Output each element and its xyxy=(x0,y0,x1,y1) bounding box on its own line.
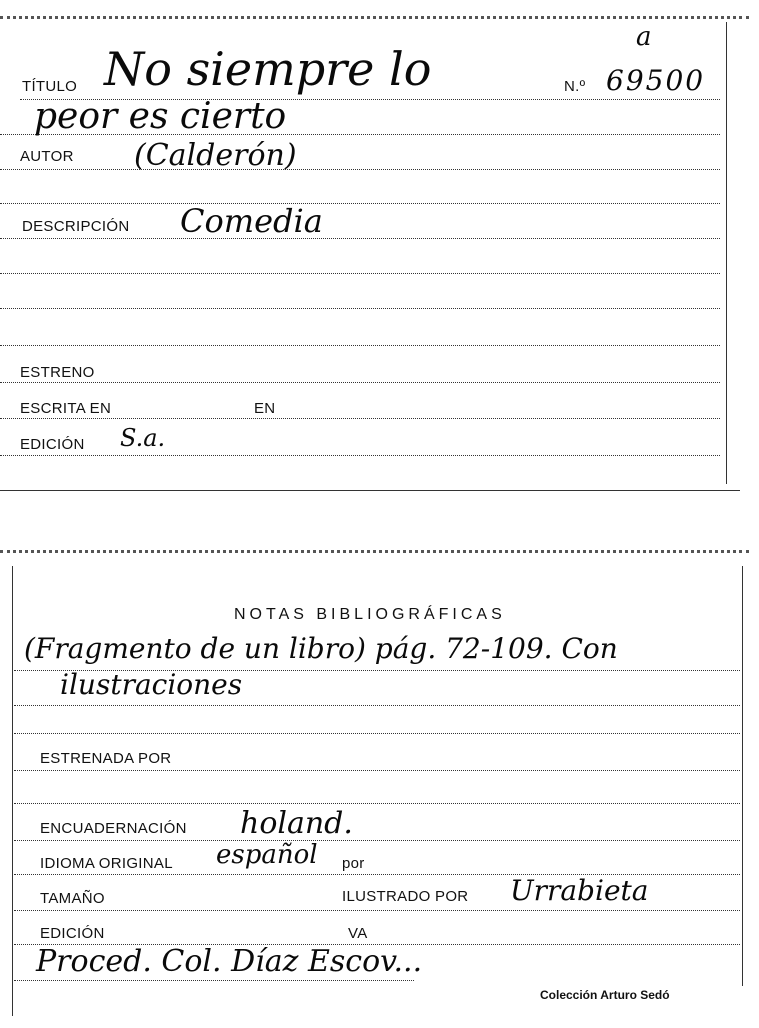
tamano-rule xyxy=(14,910,740,911)
descripcion-value: Comedia xyxy=(180,202,323,240)
numero-value: 69500 xyxy=(606,64,706,97)
idioma-por-label: por xyxy=(342,855,365,872)
numero-label: N.º xyxy=(564,78,586,95)
coleccion-label: Colección Arturo Sedó xyxy=(540,988,670,1002)
card-right-border-2 xyxy=(742,566,743,986)
edicion-value: S.a. xyxy=(120,424,166,452)
blank-rule-1 xyxy=(0,203,720,204)
catalog-card-bottom xyxy=(0,540,759,1028)
estrenada-label: ESTRENADA POR xyxy=(40,750,172,767)
estreno-label: ESTRENO xyxy=(20,364,95,381)
titulo-label: TÍTULO xyxy=(22,78,78,95)
blank-rule-3 xyxy=(0,308,720,309)
ilustrado-label: ILUSTRADO POR xyxy=(342,888,469,905)
titulo-value-line2: peor es cierto xyxy=(34,96,287,137)
card-left-border xyxy=(12,566,13,1016)
notas-header: NOTAS BIBLIOGRÁFICAS xyxy=(234,606,506,623)
autor-value: (Calderón) xyxy=(134,138,297,173)
card-top-edge xyxy=(0,16,749,19)
edicion-rule xyxy=(0,455,720,456)
autor-label: AUTOR xyxy=(20,148,74,165)
edicion-label-bottom: EDICIÓN xyxy=(40,925,105,942)
encuadernacion-label: ENCUADERNACIÓN xyxy=(40,820,187,837)
ilustrado-value: Urrabieta xyxy=(510,874,649,907)
proced-value: Proced. Col. Díaz Escov... xyxy=(36,944,423,979)
descripcion-label: DESCRIPCIÓN xyxy=(22,218,130,235)
idioma-value: español xyxy=(216,840,318,870)
encuadernacion-value: holand. xyxy=(240,806,353,841)
autor-rule xyxy=(0,169,720,170)
blank-rule-2 xyxy=(0,273,720,274)
edicion-label: EDICIÓN xyxy=(20,436,85,453)
estrenada-rule xyxy=(14,770,740,771)
notas-value-line1: (Fragmento de un libro) pág. 72-109. Con xyxy=(24,632,618,665)
escrita-en-label: ESCRITA EN xyxy=(20,400,112,417)
va-label: VA xyxy=(348,925,368,942)
notas-rule-3 xyxy=(14,733,740,734)
descripcion-rule xyxy=(0,238,720,239)
blank-rule-4 xyxy=(0,345,720,346)
proced-rule xyxy=(14,980,414,981)
escrita-rule xyxy=(0,418,720,419)
encuadernacion-rule xyxy=(14,840,740,841)
notas-value-line2: ilustraciones xyxy=(60,668,243,701)
tamano-label: TAMAÑO xyxy=(40,890,105,907)
notas-rule-2 xyxy=(14,705,740,706)
idioma-label: IDIOMA ORIGINAL xyxy=(40,855,173,872)
numero-suffix: a xyxy=(636,22,652,52)
card-bottom-top-edge xyxy=(0,550,749,553)
card-bottom-edge xyxy=(0,490,740,491)
catalog-card-top xyxy=(0,0,759,495)
card-right-border xyxy=(726,22,727,484)
en-label: EN xyxy=(254,400,276,417)
estreno-rule xyxy=(0,382,720,383)
titulo-value-line1: No siempre lo xyxy=(104,42,432,96)
blank-rule-b1 xyxy=(14,803,740,804)
